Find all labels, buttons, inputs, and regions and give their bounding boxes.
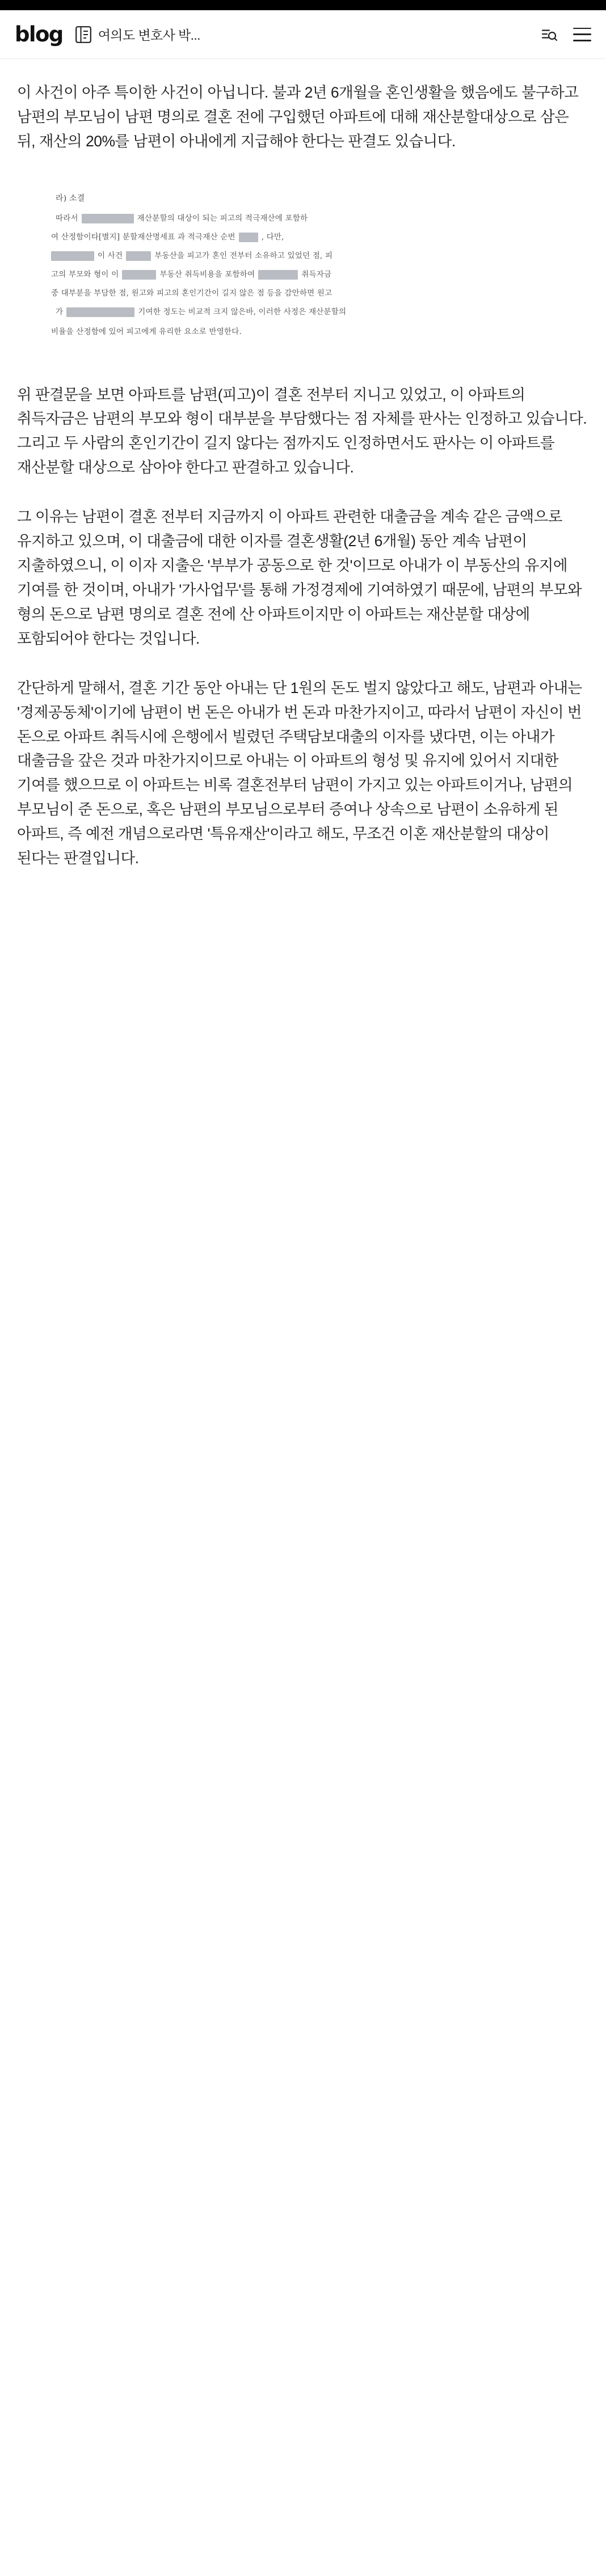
brand-logo[interactable]: blog	[15, 22, 63, 47]
article-paragraph: 위 판결문을 보면 아파트를 남편(피고)이 결혼 전부터 지니고 있었고, 이 아파트의 취득자금은 남편의 부모와 형이 대부분을 부담했다는 점 자체를 판사는 인정하고 있습니다. 그리고 두 사람의 혼인기간이 길지 않다는 점까지도 인정하면서도 판사는 이 아파트를 재산분할 대상으로 삼아야 한다고 판결하고 있습니다.	[17, 386, 587, 476]
status-bar	[0, 0, 606, 10]
judgment-caption: 라) 소결	[56, 193, 85, 203]
article-paragraph: 간단하게 말해서, 결혼 기간 동안 아내는 단 1원의 돈도 벌지 않았다고 해도, 남편과 아내는 '경제공동체'이기에 남편이 번 돈은 아내가 번 돈과 마찬가지이고, 따라서 남편이 자신이 번 돈으로 아파트 취득시에 은행에서 빌렸던 주택담보대출의 이자를 냈다면, 이는 아내가 대출금을 갚은 것과 마찬가지이므로 아내는 이 아파트의 형성 및 유지에 있어서 지대한 기여를 했으므로 이 아파트는 비록 결혼전부터 남편이 가지고 있는 아파트이거나, 남편의 부모님이 준 돈으로, 혹은 남편의 부모님으로부터 증여나 상속으로 남편이 소유하게 된 아파트, 즉 예전 개념으로라면 '특유재산'이라고 해도, 무조건 이혼 재산분할의 대상이 된다는 판결입니다.	[17, 679, 582, 867]
judgment-line: 비율을 산정함에 있어 피고에게 유리한 요소로 반영한다.	[51, 327, 242, 337]
article-content	[0, 59, 606, 905]
judgment-line: 여 산정함이타[별지] 분할재산명세표 과 적극재산 순번 , 다만,	[51, 233, 284, 242]
judgment-line: 중 대부분을 부담한 점, 원고와 피고의 혼인기간이 길지 않은 점 등을 감안하면 원고	[51, 289, 333, 298]
redaction-block	[66, 307, 134, 317]
judgment-text-block	[23, 189, 583, 342]
redaction-block	[122, 270, 156, 280]
document-icon	[75, 26, 91, 43]
hamburger-menu-icon[interactable]	[573, 28, 591, 41]
hamburger-line-1	[573, 28, 591, 29]
redaction-block	[126, 251, 151, 261]
judgment-document-image	[17, 179, 589, 354]
blog-title-text: 여의도 변호사 박...	[98, 28, 200, 43]
judgment-line: 가 기여한 정도는 비교적 크지 않은바, 이러한 사정은 재산분할의	[56, 307, 347, 317]
redaction-block	[82, 214, 134, 223]
hamburger-line-3	[573, 40, 591, 41]
redaction-block	[51, 251, 94, 261]
redaction-block	[258, 270, 298, 280]
hamburger-line-2	[573, 33, 591, 35]
blog-header	[0, 10, 606, 59]
judgment-line: 따라서 재산분할의 대상이 되는 피고의 적극재산에 포함하	[56, 214, 308, 223]
article-paragraph: 그 이유는 남편이 결혼 전부터 지금까지 이 아파트 관련한 대출금을 계속 같은 금액으로 유지하고 있으며, 이 대출금에 대한 이자를 결혼생활(2년 6개월) 동안 계속 남편이 지출하였으니, 이 이자 지출은 '부부가 공동으로 한 것'이므로 아내가 이 부동산의 유지에 기여를 한 것이며, 아내가 '가사업무'를 통해 가정경제에 기여하였기 때문에, 남편의 부모와 형의 돈으로 남편 명의로 결혼 전에 산 아파트이지만 이 아파트는 재산분할 대상에 포함되어야 한다는 것입니다.	[17, 508, 582, 647]
redaction-block	[239, 233, 258, 242]
blog-title-chip[interactable]	[75, 25, 539, 44]
header-actions	[539, 25, 591, 44]
article-paragraph: 이 사건이 아주 특이한 사건이 아닙니다. 불과 2년 6개월을 혼인생활을 했음에도 불구하고 남편의 부모님이 남편 명의로 결혼 전에 구입했던 아파트에 대해 재산분할대상으로 삼은 뒤, 재산의 20%를 남편이 아내에게 지급해야 한다는 판결도 있습니다.	[17, 84, 579, 150]
judgment-line: 이 사건 부동산을 피고가 혼인 전부터 소유하고 있었던 점, 피	[23, 247, 583, 265]
judgment-line: 고의 부모와 형이 이 부동산 취득비용을 포함하여 취득자금	[51, 270, 332, 280]
search-add-icon[interactable]	[539, 25, 558, 44]
